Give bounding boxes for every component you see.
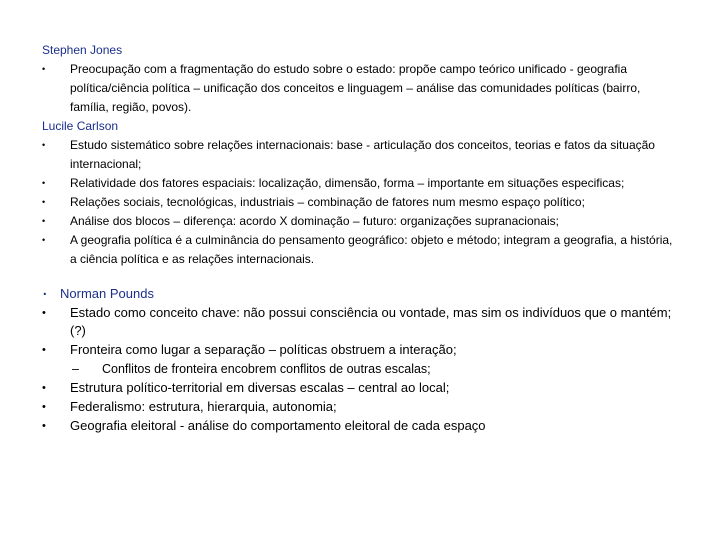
author-heading-stephen-jones: Stephen Jones: [42, 43, 123, 57]
list-item-text: Estrutura político-territorial em diversas escalas – central ao local;: [70, 380, 450, 395]
list-item-text: Relatividade dos fatores espaciais: localização, dimensão, forma – importante em situações especificas;: [70, 176, 625, 190]
list-item: [42, 304, 682, 340]
bullet-icon: •: [42, 216, 46, 226]
dash-icon: –: [72, 362, 79, 376]
bullet-icon: •: [42, 307, 46, 319]
bullet-icon: •: [42, 64, 46, 74]
heading-text: Norman Pounds: [60, 286, 154, 301]
list-item: [42, 398, 682, 416]
list-item-text: Relações sociais, tecnológicas, industriais – combinação de fatores num mesmo espaço político;: [70, 195, 585, 209]
list-item: [42, 417, 682, 435]
bullet-icon: •: [42, 344, 46, 356]
list-item-text: Estudo sistemático sobre relações internacionais: base - articulação dos conceitos, teorias e fatos da situação internacional;: [70, 138, 655, 171]
heading-marker: .: [42, 278, 48, 300]
bullet-icon: •: [42, 401, 46, 413]
section-upper: [42, 41, 682, 269]
list-item-text: Fronteira como lugar a separação – políticas obstruem a interação;: [70, 342, 457, 357]
bullet-icon: •: [42, 235, 46, 245]
sub-list-item: [42, 360, 682, 378]
list-item: [42, 136, 682, 174]
list-item-text: A geografia política é a culminância do pensamento geográfico: objeto e método; integram a geografia, a história, a ciência política e as relações internacionais.: [70, 233, 673, 266]
section-lower: [42, 278, 682, 436]
list-item-text: Federalismo: estrutura, hierarquia, autonomia;: [70, 399, 337, 414]
list-item: [42, 212, 682, 231]
list-item: [42, 174, 682, 193]
list-item: [42, 341, 682, 359]
author-heading-norman-pounds: [42, 278, 682, 303]
list-item-text: Estado como conceito chave: não possui consciência ou vontade, mas sim os indivíduos que o mantém; (?): [70, 305, 672, 338]
bullet-icon: •: [42, 420, 46, 432]
list-item: [42, 193, 682, 212]
sub-list-item-text: Conflitos de fronteira encobrem conflitos de outras escalas;: [102, 362, 431, 376]
author-heading-lucile-carlson: Lucile Carlson: [42, 119, 119, 133]
list-item-text: Geografia eleitoral - análise do comportamento eleitoral de cada espaço: [70, 418, 486, 433]
bullet-icon: •: [42, 382, 46, 394]
list-item-text: Preocupação com a fragmentação do estudo sobre o estado: propõe campo teórico unificado - geografia política/ciência política – unificação dos conceitos e linguagem – análise das comunidades políticas (bairro, família, região, povos).: [70, 62, 641, 114]
list-item: [42, 379, 682, 397]
bullet-icon: •: [42, 178, 46, 188]
list-item: [42, 231, 682, 269]
list-item: [42, 60, 682, 117]
bullet-icon: •: [42, 140, 46, 150]
list-item-text: Análise dos blocos – diferença: acordo X dominação – futuro: organizações supranacionais;: [70, 214, 559, 228]
bullet-icon: •: [42, 197, 46, 207]
